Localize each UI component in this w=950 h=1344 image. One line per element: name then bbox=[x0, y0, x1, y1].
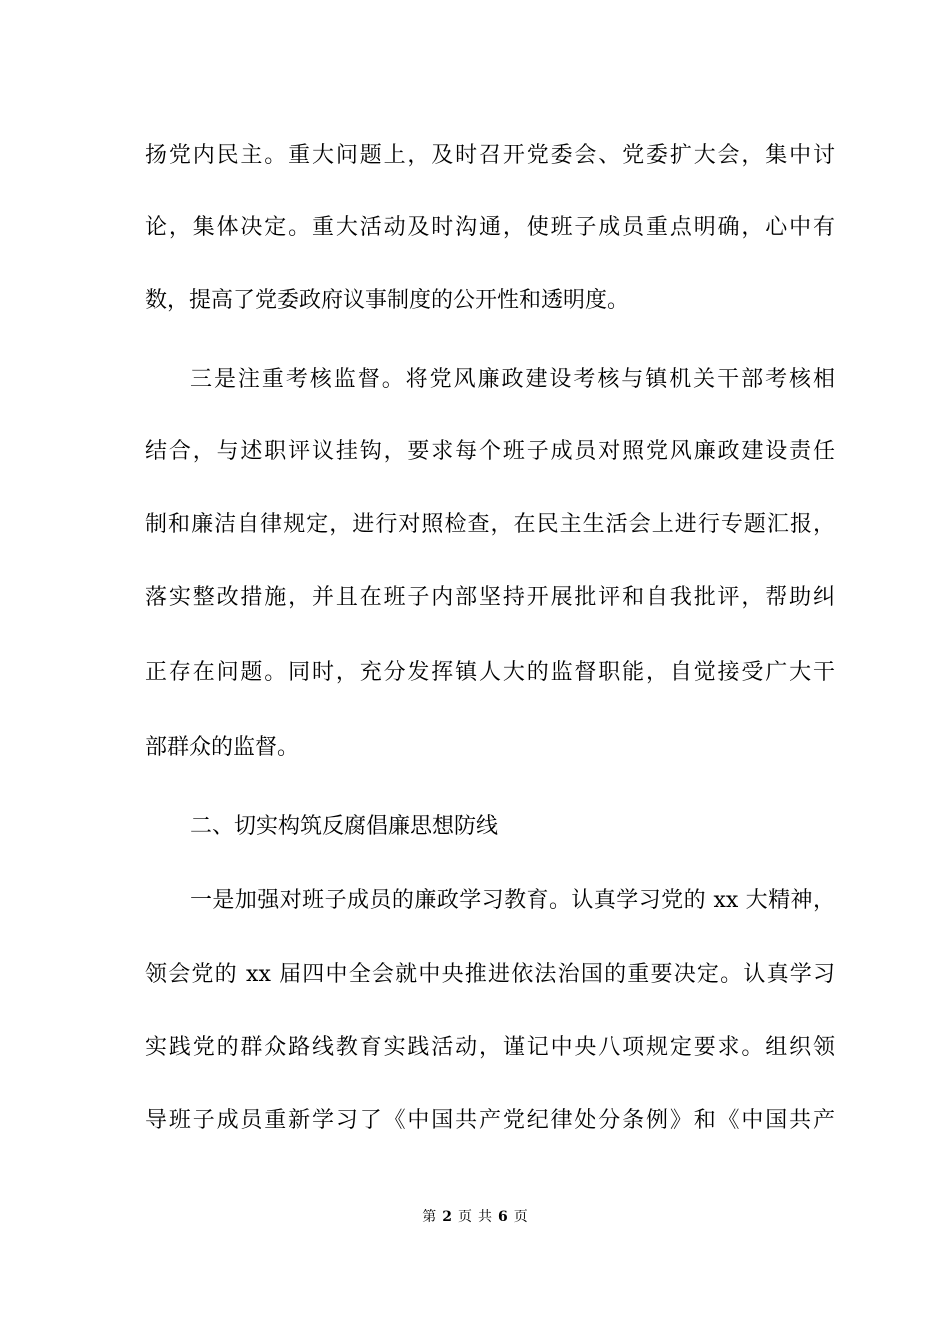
text-line: 实践党的群众路线教育实践活动，谨记中央八项规定要求。组织领 bbox=[145, 1035, 835, 1060]
text-line: 正存在问题。同时，充分发挥镇人大的监督职能，自觉接受广大干 bbox=[145, 660, 835, 685]
text-line: 导班子成员重新学习了《中国共产党纪律处分条例》和《中国共产 bbox=[145, 1108, 835, 1133]
footer-gong: 共 bbox=[478, 1209, 492, 1225]
footer-ye: 页 bbox=[458, 1209, 472, 1225]
page-footer bbox=[0, 1207, 950, 1227]
footer-ye: 页 bbox=[513, 1209, 528, 1225]
section-heading: 二、切实构筑反腐倡廉思想防线 bbox=[190, 814, 499, 839]
text-line: 扬党内民主。重大问题上，及时召开党委会、党委扩大会，集中讨 bbox=[145, 143, 835, 168]
text-line: 数，提高了党委政府议事制度的公开性和透明度。 bbox=[145, 288, 630, 313]
text-line: 部群众的监督。 bbox=[145, 735, 300, 760]
current-page-number: 2 bbox=[442, 1209, 452, 1225]
text-line: 制和廉洁自律规定，进行对照检查，在民主生活会上进行专题汇报， bbox=[145, 512, 835, 537]
text-line: 落实整改措施，并且在班子内部坚持开展批评和自我批评，帮助纠 bbox=[145, 585, 835, 610]
text-line: 领会党的 xx 届四中全会就中央推进依法治国的重要决定。认真学习 bbox=[145, 962, 835, 987]
total-page-number: 6 bbox=[498, 1209, 508, 1225]
text-line: 三是注重考核监督。将党风廉政建设考核与镇机关干部考核相 bbox=[190, 367, 835, 392]
text-line: 论，集体决定。重大活动及时沟通，使班子成员重点明确，心中有 bbox=[145, 215, 835, 240]
text-line: 一是加强对班子成员的廉政学习教育。认真学习党的 xx 大精神， bbox=[190, 888, 835, 913]
text-line: 结合，与述职评议挂钩，要求每个班子成员对照党风廉政建设责任 bbox=[145, 439, 835, 464]
footer-di: 第 bbox=[422, 1209, 437, 1225]
